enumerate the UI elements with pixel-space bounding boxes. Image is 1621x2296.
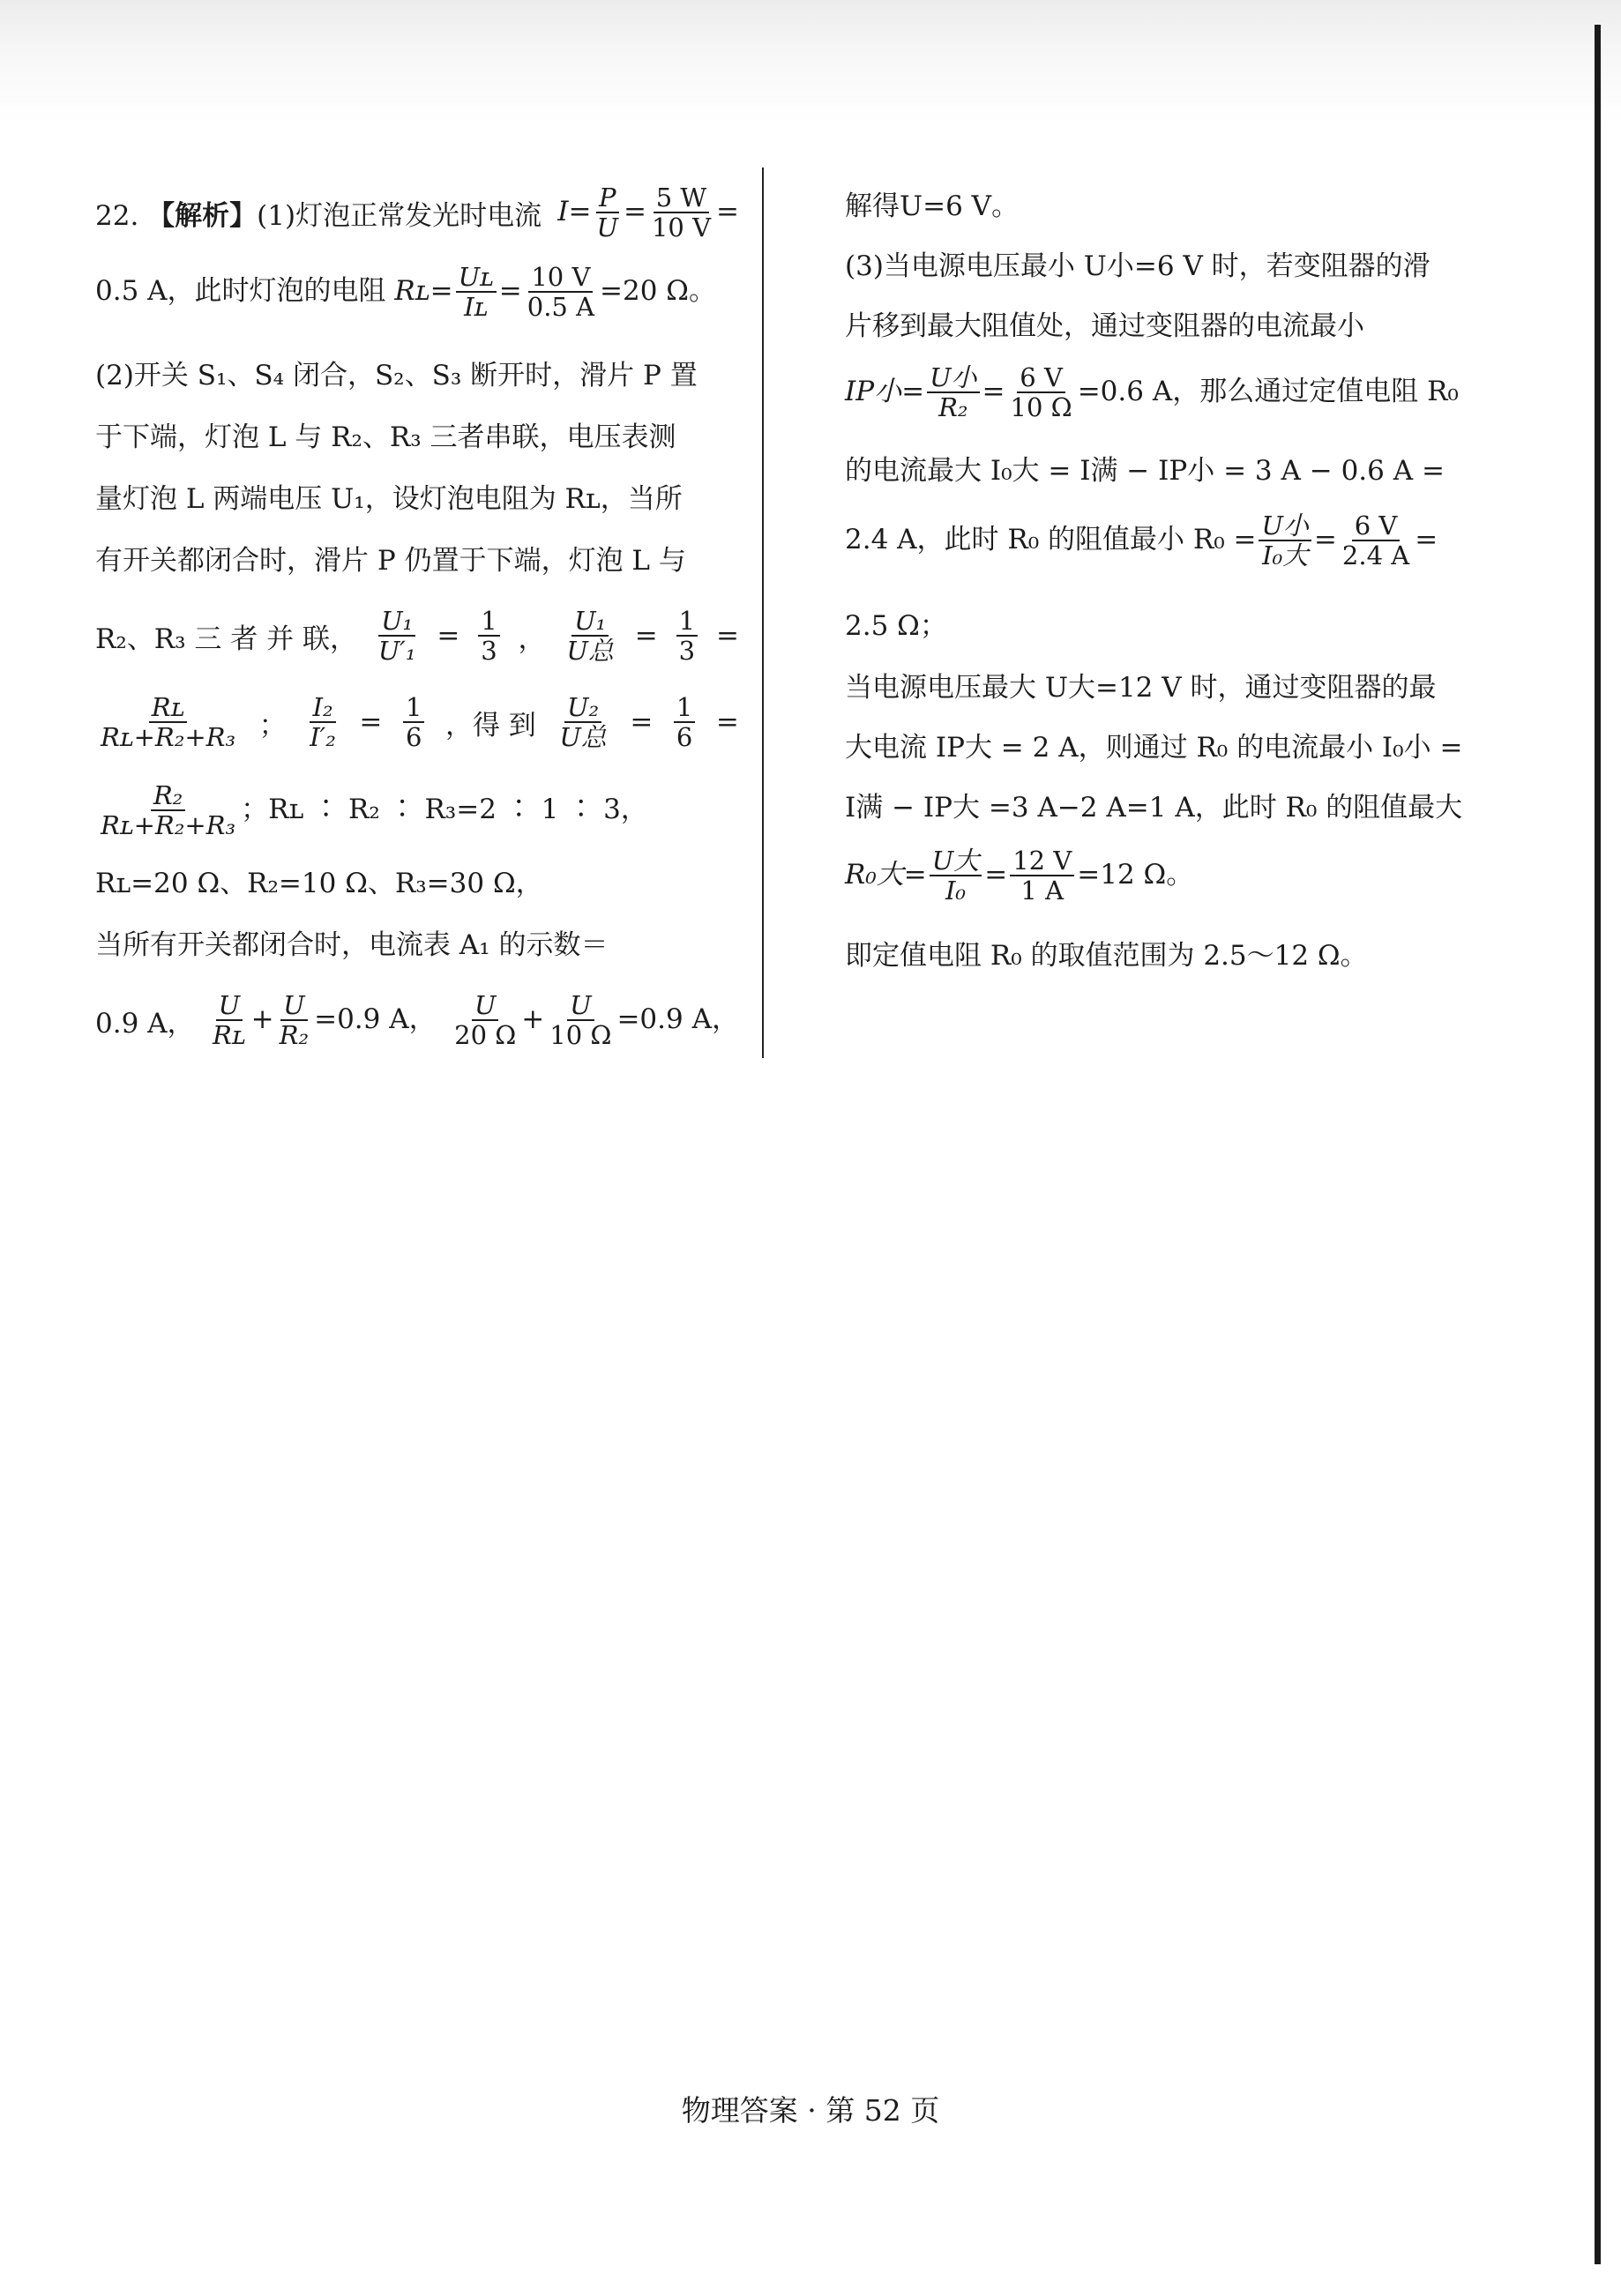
fraction: $\frac{12 V}{1 A}$ — [1010, 846, 1074, 906]
left-line-5: 量灯泡 L 两端电压 U₁，设灯泡电阻为 Rʟ，当所 — [95, 483, 683, 515]
fraction: $\frac{U}{20 \Omega}$ — [454, 990, 517, 1051]
fraction: $\frac{\text{U₁}}{\text{U总}}$ — [566, 606, 614, 667]
fraction: $\frac{1}{3}$ — [676, 607, 698, 666]
right-line-5: 的电流最大 I₀大 = I满 − IP小 = 3 A − 0.6 A = — [845, 455, 1445, 487]
fraction: $\frac{1}{6}$ — [674, 693, 695, 752]
fraction: $\frac{\text{U₂}}{\text{U总}}$ — [559, 692, 607, 753]
left-line-7: R₂、R₃ 三 者 并 联， $\frac{\text{U₁}}{\text{U′₁}}$ = $\frac{1}{3}$ ， $\frac{\text{U₁}}{\text{U总}}$ = $\frac{1}{3}$ = — [95, 606, 739, 667]
fraction: $\frac{\text{Uʟ}}{\text{Iʟ}}$ — [456, 263, 497, 322]
fraction: $\frac{\text{U₁}}{\text{U′₁}}$ — [377, 606, 416, 667]
fraction: $\frac{\text{R₂}}{\text{Rʟ+R₂+R₃}}$ — [101, 780, 236, 841]
left-line-9: $\frac{\text{R₂}}{\text{Rʟ+R₂+R₃}}$ ；Rʟ ∶ R₂ ∶ R₃=2 ∶ 1 ∶ 3， — [95, 781, 648, 840]
scan-shading — [0, 0, 1621, 132]
right-line-2: (3)当电源电压最小 U小=6 V 时，若变阻器的滑 — [845, 250, 1431, 282]
page-footer: 物理答案 · 第 52 页 — [681, 2093, 940, 2128]
left-line-3: (2)开关 S₁、S₄ 闭合，S₂、S₃ 断开时，滑片 P 置 — [95, 360, 698, 391]
fraction: $\frac{\text{U小}}{\text{I₀大}}$ — [1259, 511, 1311, 570]
left-line-10: Rʟ=20 Ω、R₂=10 Ω、R₃=30 Ω， — [95, 868, 543, 899]
fraction: $\frac{U}{10 \Omega}$ — [549, 990, 612, 1051]
fraction: $\frac{\text{Rʟ}}{\text{Rʟ+R₂+R₃}}$ — [101, 692, 236, 753]
fraction: $\frac{U}{\text{R₂}}$ — [279, 990, 310, 1051]
fraction: $\frac{1}{6}$ — [403, 693, 424, 752]
fraction: $\frac{P}{U}$ — [596, 183, 618, 243]
right-line-6: 2.4 A，此时 R₀ 的阻值最小 R₀ = $\frac{\text{U小}}{\text{I₀大}}$ = $\frac{6 V}{2.4 A}$ = — [845, 511, 1438, 571]
fraction: $\frac{\text{U小}}{\text{R₂}}$ — [927, 363, 979, 422]
left-line-4: 于下端，灯泡 L 与 R₂、R₃ 三者串联，电压表测 — [95, 421, 676, 453]
right-line-7: 2.5 Ω； — [845, 610, 947, 642]
fraction: $\frac{10 V}{0.5 A}$ — [527, 262, 595, 323]
left-line-8: $\frac{\text{Rʟ}}{\text{Rʟ+R₂+R₃}}$ ； $\frac{\text{I₂}}{\text{I′₂}}$ = $\frac{1}{6}$ ，得 到 $\frac{\text{U₂}}{\text{U总}}$ = $\frac{1}{6}$ = — [95, 693, 739, 752]
left-line-11: 当所有开关都闭合时，电流表 A₁ 的示数＝ — [95, 929, 609, 961]
fraction: $\frac{\text{U大}}{\text{I₀}}$ — [930, 846, 982, 906]
right-line-3: 片移到最大阻值处，通过变阻器的电流最小 — [845, 310, 1364, 342]
right-line-10: I满 − IP大 =3 A−2 A=1 A，此时 R₀ 的阻值最大 — [845, 792, 1463, 824]
page-edge-bar — [1595, 25, 1601, 2264]
left-line-6: 有开关都闭合时，滑片 P 仍置于下端，灯泡 L 与 — [95, 545, 686, 577]
fraction: $\frac{5 W}{10 V}$ — [651, 183, 712, 243]
fraction: $\frac{1}{3}$ — [478, 607, 499, 666]
column-divider — [762, 168, 764, 1058]
right-line-1: 解得U=6 V。 — [845, 190, 1020, 222]
right-line-4: IP小= $\frac{\text{U小}}{\text{R₂}}$ = $\frac{6 V}{10 \Omega}$ =0.6 A，那么通过定值电阻 R₀ — [845, 362, 1459, 423]
right-line-12: 即定值电阻 R₀ 的取值范围为 2.5～12 Ω。 — [845, 940, 1368, 972]
fraction: $\frac{U}{\text{Rʟ}}$ — [213, 990, 246, 1051]
fraction: $\frac{6 V}{2.4 A}$ — [1341, 511, 1410, 571]
left-line-1: 22. 【解析】(1)灯泡正常发光时电流 I= $\frac{P}{U}$ = $\frac{5 W}{10 V}$ = — [95, 183, 739, 243]
left-line-2: 0.5 A，此时灯泡的电阻 Rʟ= $\frac{\text{Uʟ}}{\text{Iʟ}}$ = $\frac{10 V}{0.5 A}$ =20 Ω。 — [95, 262, 717, 323]
right-line-8: 当电源电压最大 U大=12 V 时，通过变阻器的最 — [845, 672, 1437, 704]
analysis-label: 【解析】 — [147, 199, 258, 232]
fraction: $\frac{6 V}{10 \Omega}$ — [1010, 362, 1072, 423]
right-line-11: R₀大= $\frac{\text{U大}}{\text{I₀}}$ = $\frac{12 V}{1 A}$ =12 Ω。 — [845, 846, 1194, 906]
right-line-9: 大电流 IP大 = 2 A，则通过 R₀ 的电流最小 I₀小 = — [845, 732, 1463, 764]
fraction: $\frac{\text{I₂}}{\text{I′₂}}$ — [310, 692, 336, 753]
left-line-12: 0.9 A， $\frac{U}{\text{Rʟ}}$ + $\frac{U}{\text{R₂}}$ =0.9 A， $\frac{U}{20 \Omega}$ + $\frac{U}{10 \Omega}$ =0.9 A， — [95, 990, 739, 1051]
